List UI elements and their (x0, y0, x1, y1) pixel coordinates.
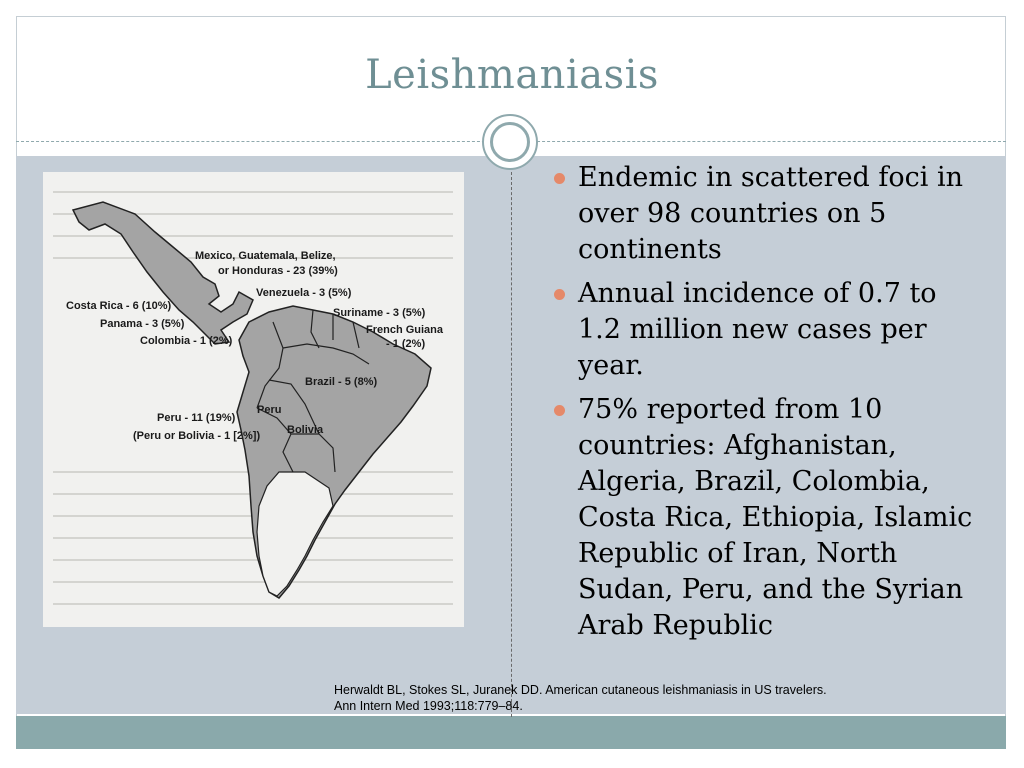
citation-line1: Herwaldt BL, Stokes SL, Juranek DD. American cutaneous leishmaniasis in US travelers. (334, 683, 827, 697)
bullet-list (552, 160, 982, 652)
bullet-dot-icon (554, 173, 565, 184)
bullet-item (552, 392, 982, 644)
footer-band (16, 716, 1006, 749)
citation-line2: Ann Intern Med 1993;118:779–84. (334, 699, 523, 713)
slide-title: Leishmaniasis (365, 52, 659, 98)
citation (334, 682, 954, 714)
label-mexico-line1: Mexico, Guatemala, Belize, (195, 250, 336, 262)
label-panama: Panama - 3 (5%) (100, 318, 185, 330)
label-peru-line2: (Peru or Bolivia - 1 [2%]) (133, 430, 261, 442)
label-peru-country: Peru (257, 404, 282, 416)
label-mexico-line2: or Honduras - 23 (39%) (218, 265, 338, 277)
map-drawing (43, 172, 464, 627)
bullet-text: Endemic in scattered foci in over 98 countries on 5 continents (578, 162, 964, 265)
map-image (43, 172, 464, 627)
bullet-text: 75% reported from 10 countries: Afghanistan, Algeria, Brazil, Colombia, Costa Rica, Ethiopia, Islamic Republic of Iran, North Sudan, Peru, and the Syrian Arab Republic (578, 394, 973, 641)
label-peru-line1: Peru - 11 (19%) (157, 412, 236, 424)
label-suriname: Suriname - 3 (5%) (333, 307, 426, 319)
bullet-item (552, 276, 982, 384)
bullet-dot-icon (554, 289, 565, 300)
label-french-guiana-line1: French Guiana (366, 324, 444, 336)
label-costa-rica: Costa Rica - 6 (10%) (66, 300, 172, 312)
bullet-text: Annual incidence of 0.7 to 1.2 million new cases per year. (578, 278, 937, 381)
label-french-guiana-line2: - 1 (2%) (386, 338, 426, 350)
label-colombia: Colombia - 1 (2%) (140, 335, 233, 347)
bullet-dot-icon (554, 405, 565, 416)
vertical-divider (511, 172, 512, 717)
label-brazil: Brazil - 5 (8%) (305, 376, 378, 388)
label-bolivia: Bolivia (287, 424, 324, 436)
bullet-item (552, 160, 982, 268)
label-venezuela: Venezuela - 3 (5%) (256, 287, 352, 299)
circle-ornament-icon (482, 114, 538, 170)
